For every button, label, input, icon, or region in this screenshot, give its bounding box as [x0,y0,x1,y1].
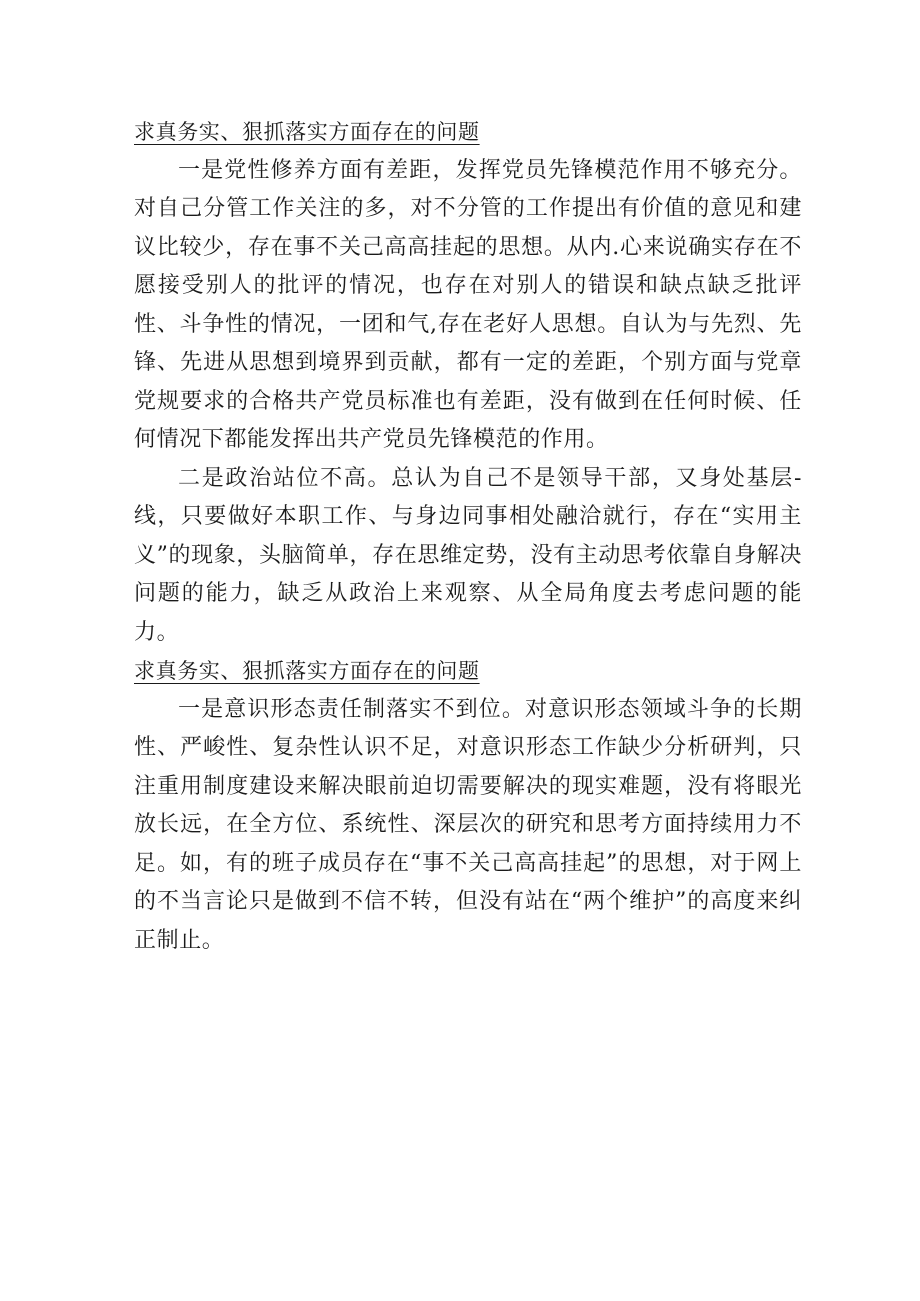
section-heading [134,113,802,152]
section-heading-text: 求真务实、狠抓落实方面存在的问题 [134,120,480,144]
section-1 [134,113,802,652]
section-2 [134,652,802,960]
paragraph: 一是意识形态责任制落实不到位。对意识形态领域斗争的长期性、严峻性、复杂性认识不足，对意识形态工作缺少分析研判，只注重用制度建设来解决眼前迫切需要解决的现实难题，没有将眼光放长远，在全方位、系统性、深层次的研究和思考方面持续用力不足。如，有的班子成员存在“事不关己高高挂起”的思想，对于网上的不当言论只是做到不信不转，但没有站在“两个维护”的高度来纠正制止。 [134,696,802,953]
section-heading [134,652,802,691]
paragraph: 二是政治站位不高。总认为自己不是领导干部，又身处基层-线，只要做好本职工作、与身边同事相处融洽就行，存在“实用主义”的现象，头脑简单，存在思维定势，没有主动思考依靠自身解决问题的能力，缺乏从政治上来观察、从全局角度去考虑问题的能力。 [134,465,802,645]
section-heading-text: 求真务实、狠抓落实方面存在的问题 [134,659,480,683]
paragraph: 一是党性修养方面有差距，发挥党员先锋模范作用不够充分。对自己分管工作关注的多，对不分管的工作提出有价值的意见和建议比较少，存在事不关己高高挂起的思想。从内.心来说确实存在不愿接受别人的批评的情况，也存在对别人的错误和缺点缺乏批评性、斗争性的情况，一团和气,存在老好人思想。自认为与先烈、先锋、先进从思想到境界到贡献，都有一定的差距，个别方面与党章党规要求的合格共产党员标准也有差距，没有做到在任何时候、任何情况下都能发挥出共产党员先锋模范的作用。 [134,157,802,452]
document-body [134,113,802,960]
